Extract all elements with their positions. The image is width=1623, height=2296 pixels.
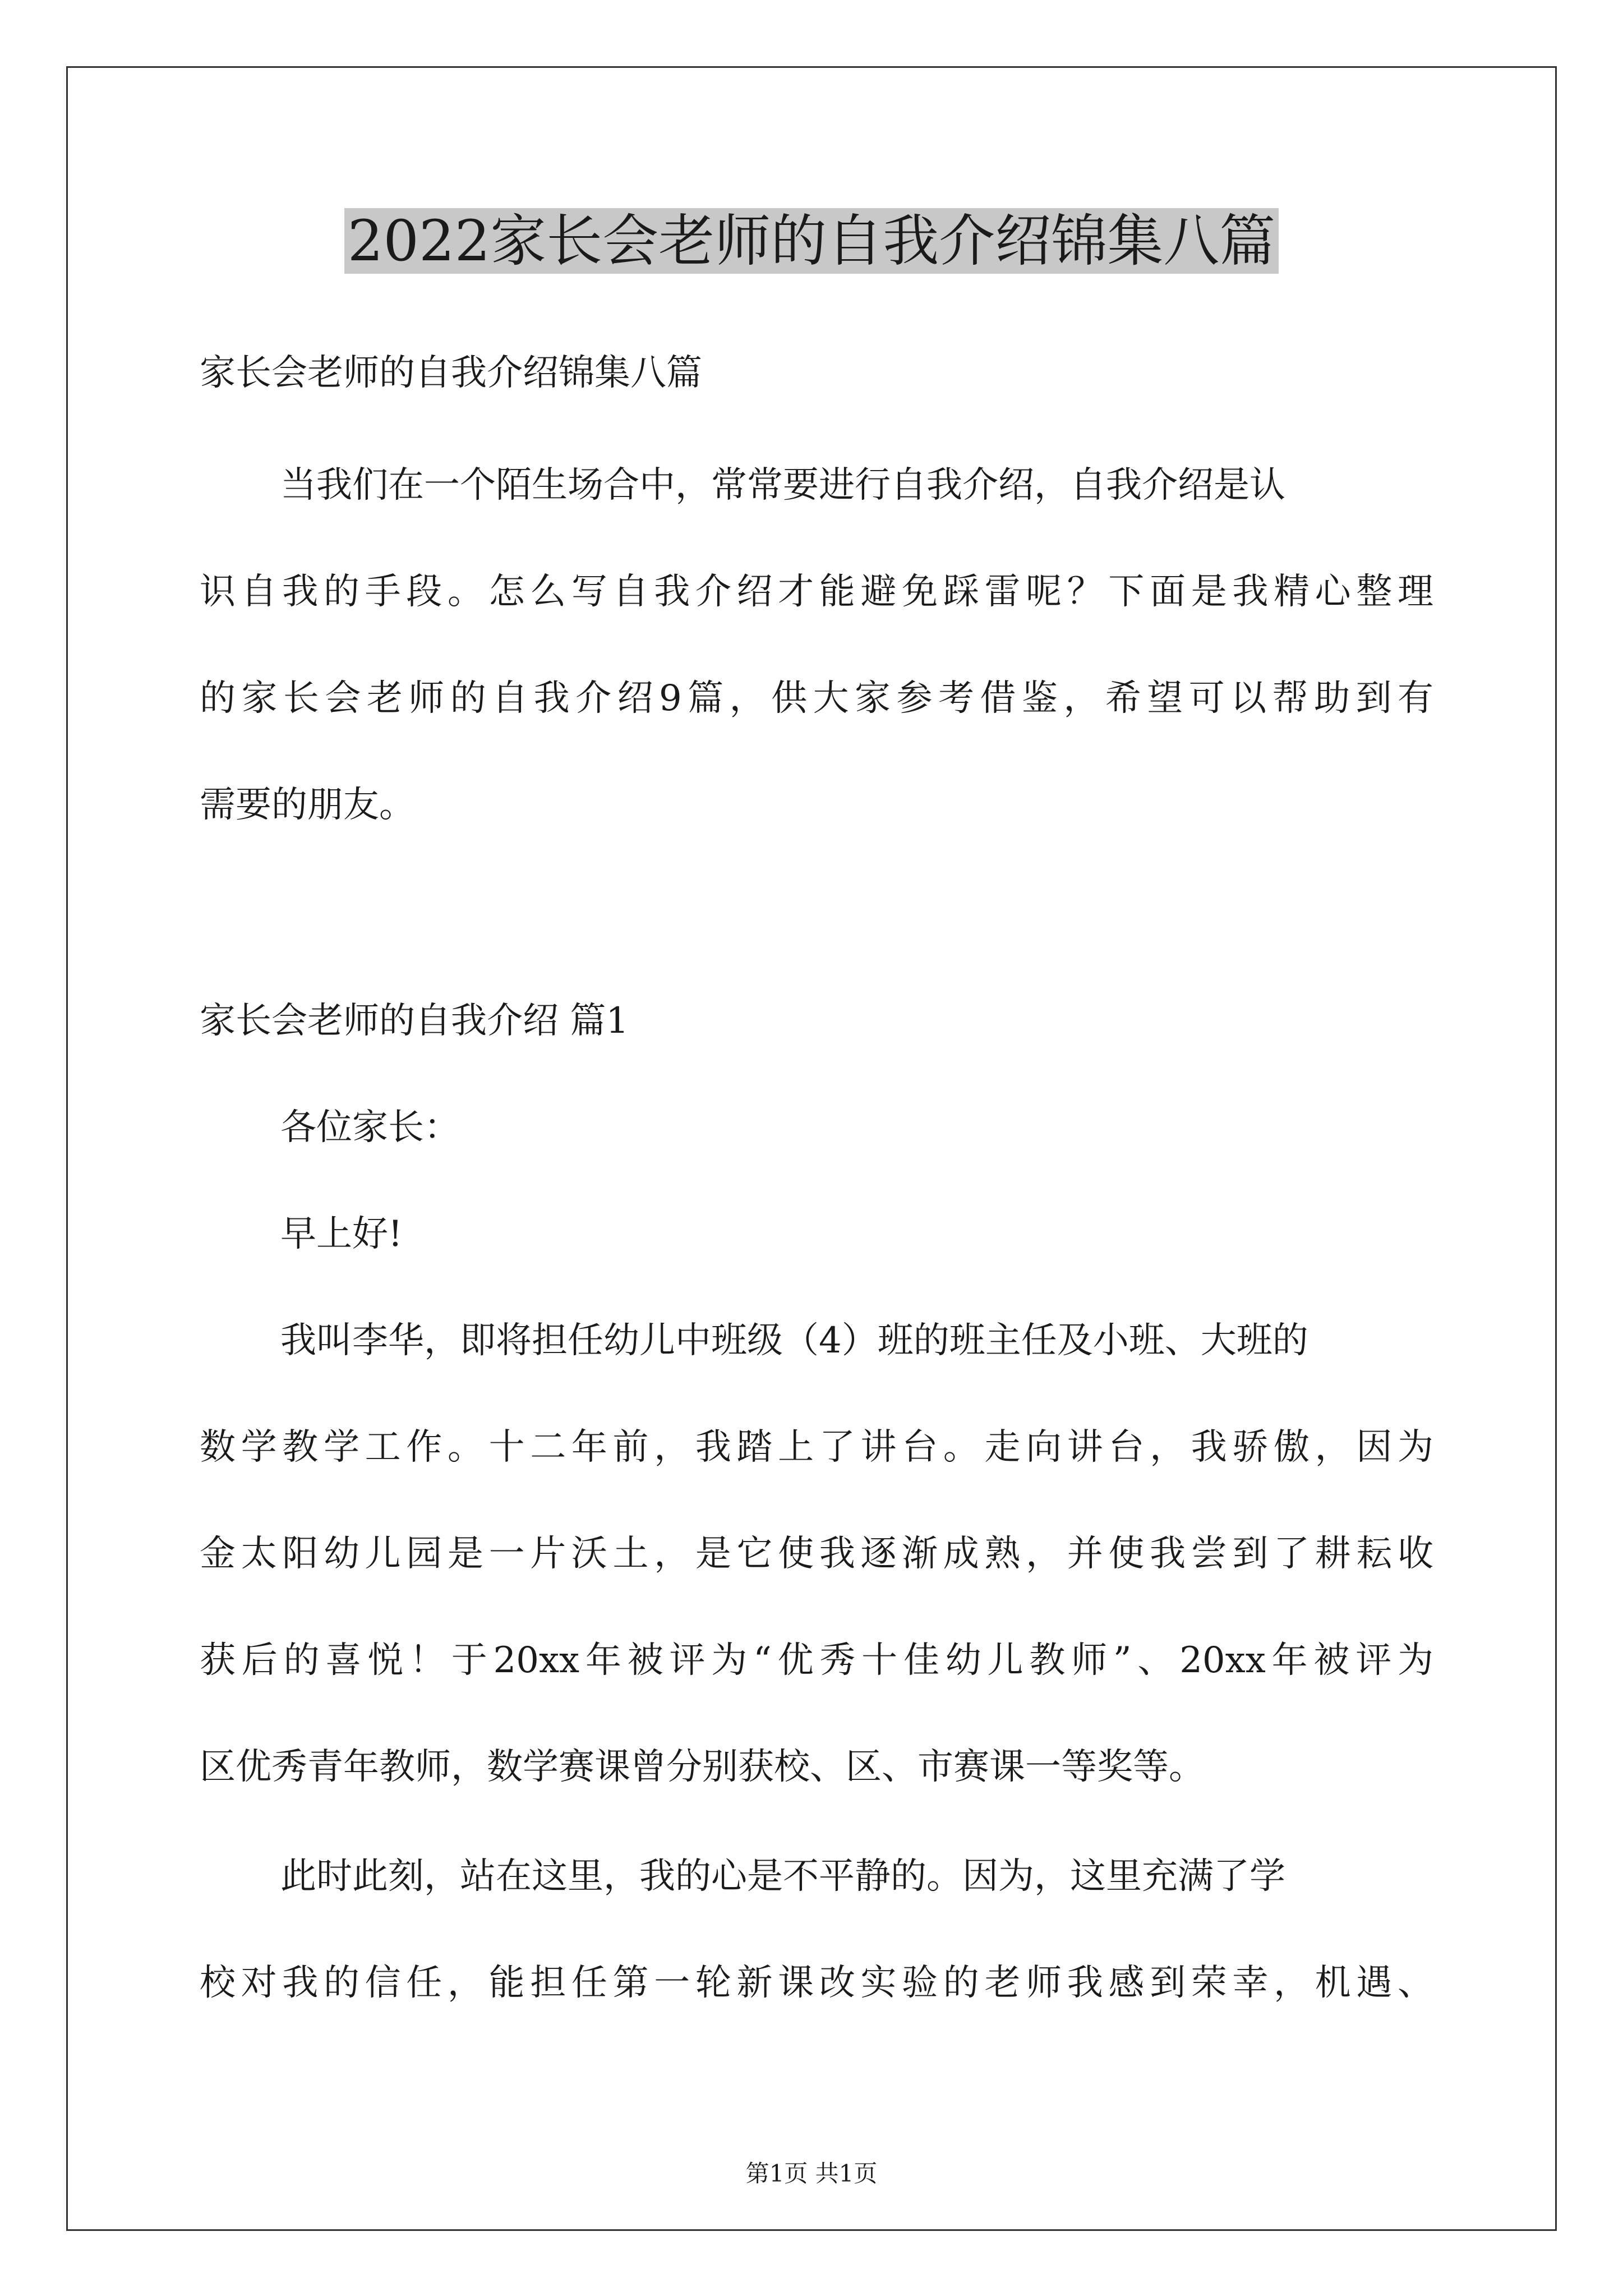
intro-line-2: 识自我的手段。怎么写自我介绍才能避免踩雷呢？下面是我精心整理: [200, 571, 1433, 613]
intro-line-3: 的家长会老师的自我介绍9篇，供大家参考借鉴，希望可以帮助到有: [200, 678, 1433, 719]
para2-line-2: 校对我的信任，能担任第一轮新课改实验的老师我感到荣幸，机遇、: [200, 1962, 1433, 2004]
para2-line-1: 此时此刻，站在这里，我的心是不平静的。因为，这里充满了学: [280, 1856, 1285, 1897]
subtitle: 家长会老师的自我介绍锦集八篇: [200, 352, 702, 394]
para1-line-3: 金太阳幼儿园是一片沃土，是它使我逐渐成熟，并使我尝到了耕耘收: [200, 1533, 1433, 1575]
para1-line-4: 获后的喜悦！于20xx年被评为“优秀十佳幼儿教师”、20xx年被评为: [200, 1640, 1433, 1681]
para1-line-5: 区优秀青年教师，数学赛课曾分别获校、区、市赛课一等奖等。: [200, 1746, 1205, 1788]
page-footer: 第1页 共1页: [745, 2160, 878, 2187]
para1-line-1: 我叫李华，即将担任幼儿中班级（4）班的班主任及小班、大班的: [280, 1320, 1308, 1361]
para1-line-2: 数学教学工作。十二年前，我踏上了讲台。走向讲台，我骄傲，因为: [200, 1427, 1433, 1468]
morning-greeting: 早上好!: [280, 1213, 403, 1255]
document-title: 2022家长会老师的自我介绍锦集八篇: [0, 202, 1623, 297]
intro-line-1: 当我们在一个陌生场合中，常常要进行自我介绍，自我介绍是认: [280, 464, 1285, 506]
greeting: 各位家长：: [280, 1107, 460, 1148]
section-heading: 家长会老师的自我介绍 篇1: [200, 1000, 629, 1042]
intro-line-4: 需要的朋友。: [200, 784, 415, 826]
